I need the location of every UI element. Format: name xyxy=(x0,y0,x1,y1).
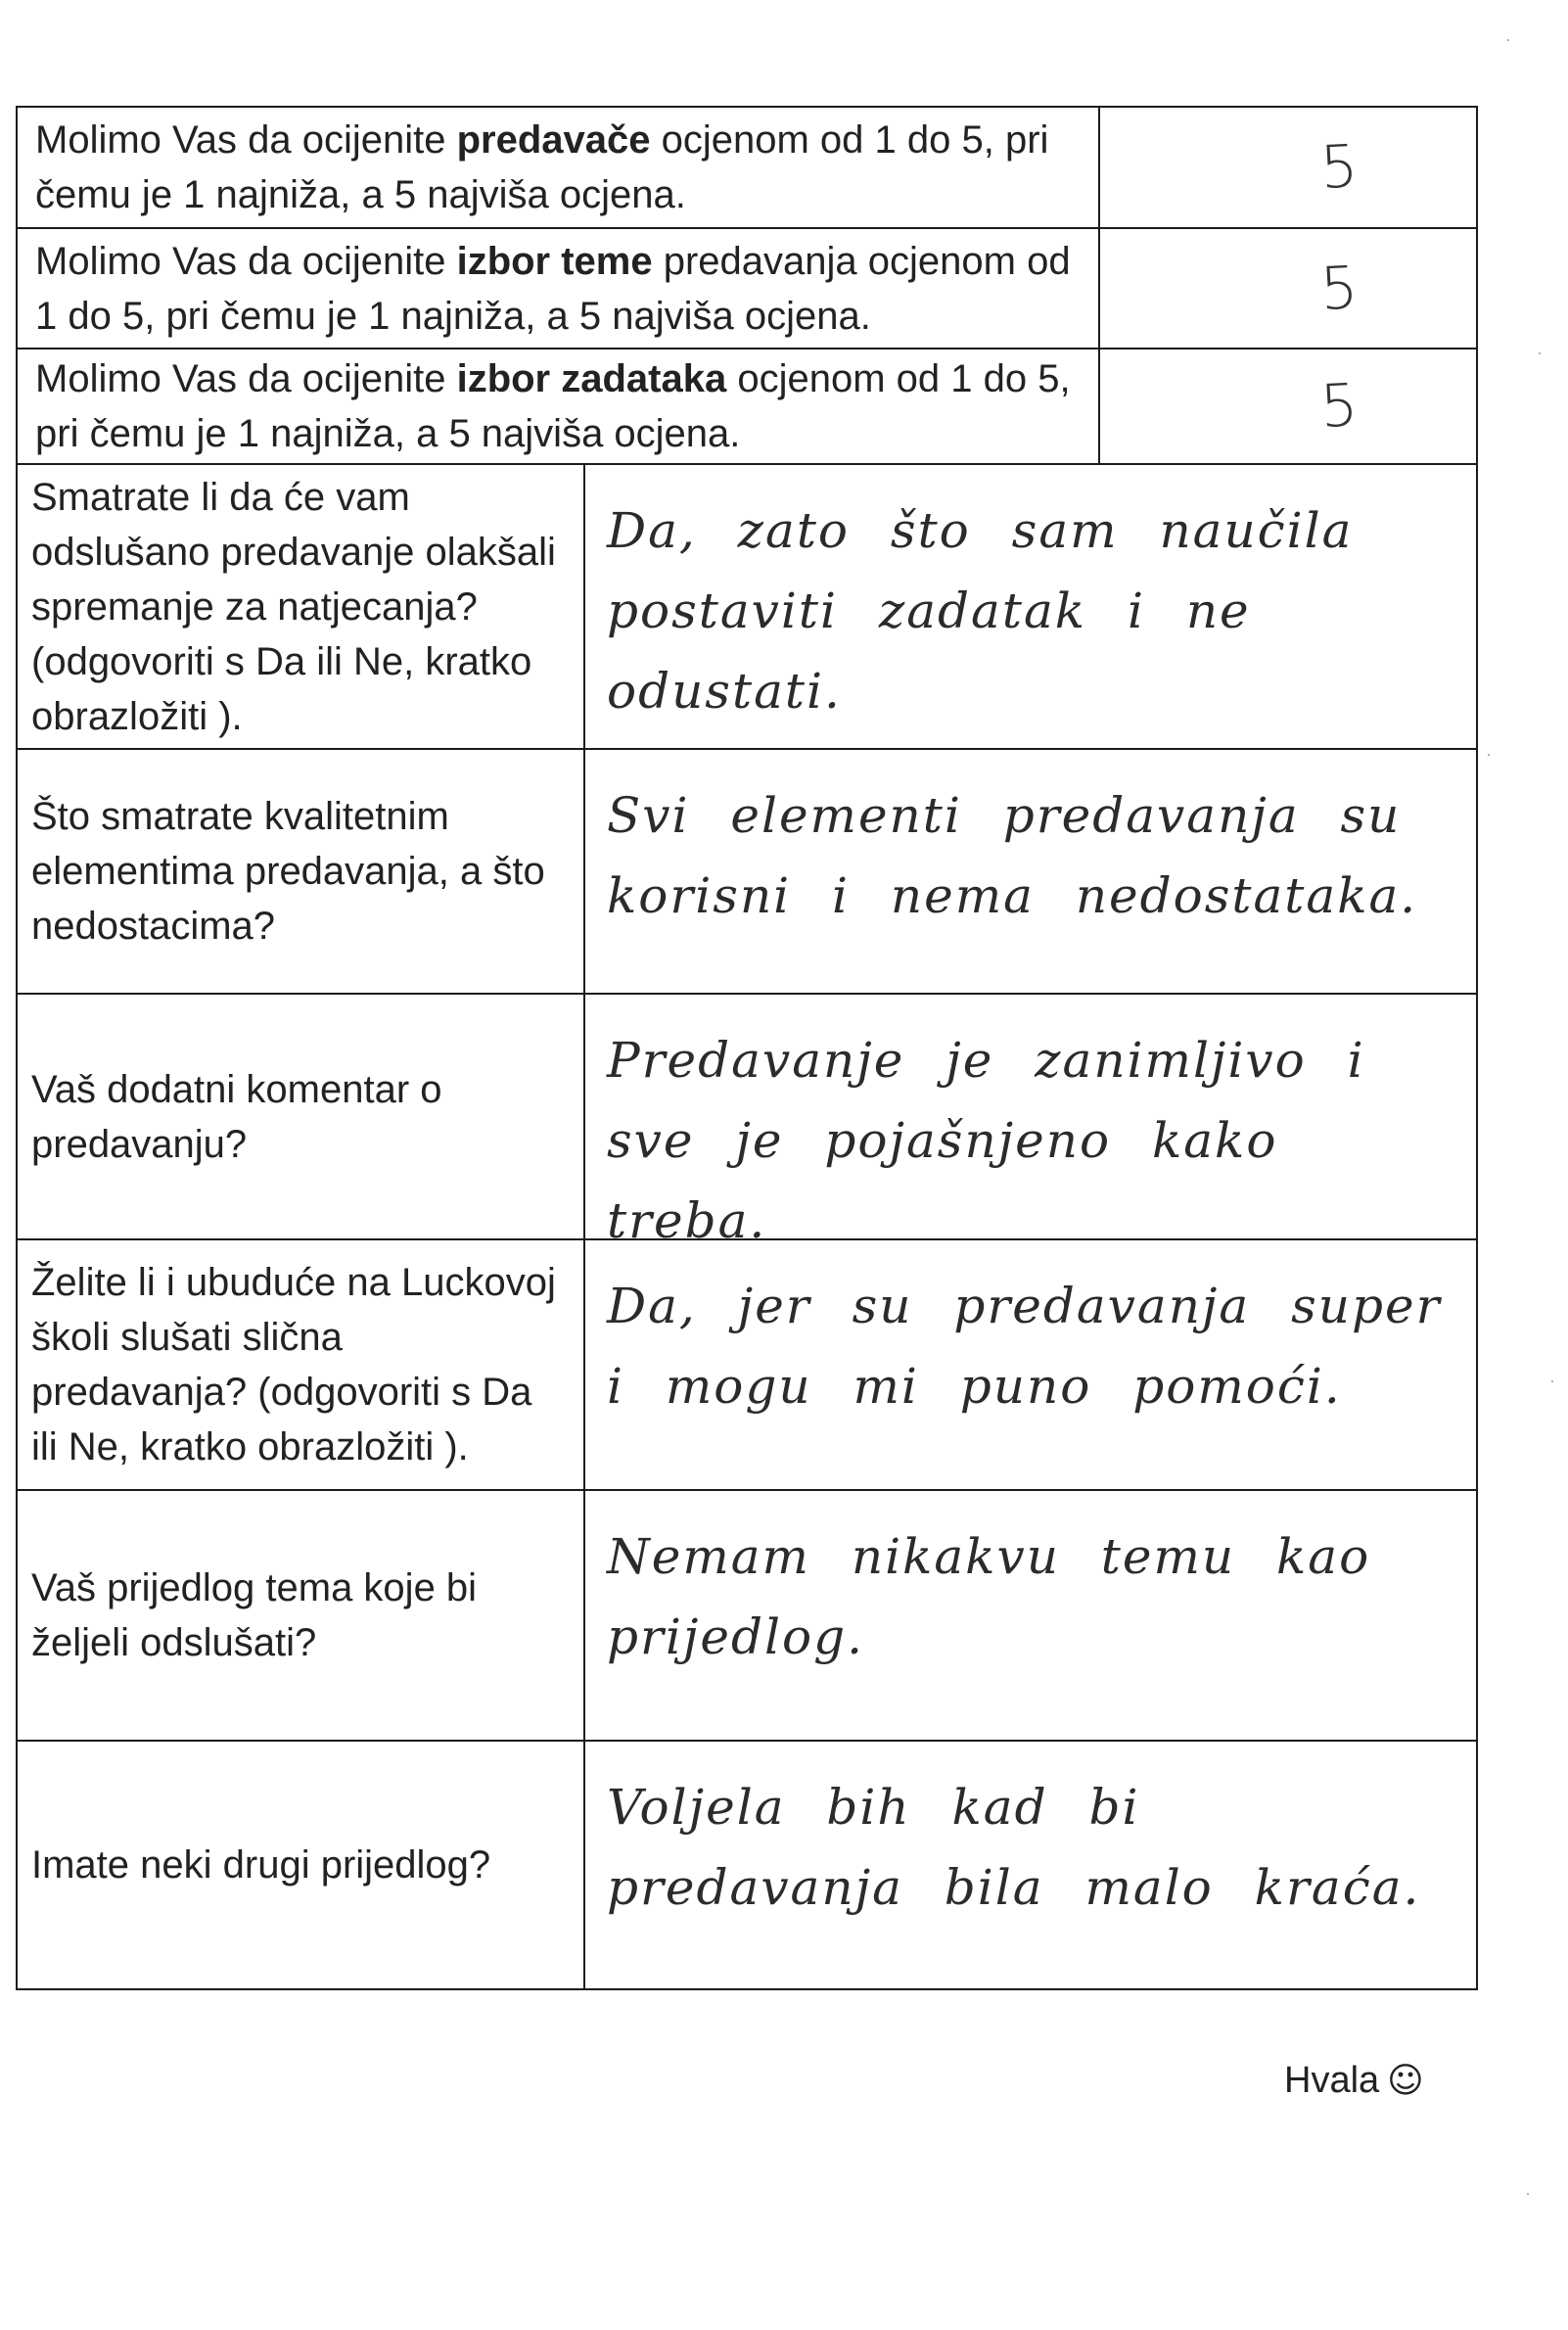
rating-answer-cell xyxy=(1100,229,1476,348)
smiley-icon: ☺ xyxy=(1387,2061,1424,2101)
open-answer-cell xyxy=(585,1491,1476,1740)
open-answer-cell xyxy=(585,750,1476,993)
handwritten-answer: Da, zato što sam naučila postaviti zadatak i ne odustati. xyxy=(607,502,1354,720)
thanks-note xyxy=(1284,2060,1424,2102)
open-question: Smatrate li da će vam odslušano predavanje olakšali spremanje za natjecanja? (odgovoriti s Da ili Ne, kratko obrazložiti ). xyxy=(18,465,585,748)
open-row-future-lectures xyxy=(16,1240,1478,1491)
open-row-competition-prep xyxy=(16,465,1478,750)
handwritten-answer: Svi elementi predavanja su korisni i nema nedostataka. xyxy=(607,787,1418,924)
rating-row-lecturers xyxy=(16,108,1478,229)
rating-answer-cell xyxy=(1100,108,1476,227)
rating-answer-cell xyxy=(1100,350,1476,463)
handwritten-answer: Voljela bih kad bi predavanja bila malo kraća. xyxy=(607,1779,1421,1916)
open-row-topic-suggestion xyxy=(16,1491,1478,1742)
rating-row-topic xyxy=(16,229,1478,350)
open-answer-cell xyxy=(585,465,1476,748)
open-question: Vaš dodatni komentar o predavanju? xyxy=(18,995,585,1238)
open-question: Što smatrate kvalitetnim elementima predavanja, a što nedostacima? xyxy=(18,750,585,993)
handwritten-answer: Predavanje je zanimljivo i sve je pojašnjeno kako treba. xyxy=(607,1032,1365,1249)
handwritten-rating: 5 xyxy=(1318,371,1360,442)
open-question: Vaš prijedlog tema koje bi željeli odslušati? xyxy=(18,1491,585,1740)
open-answer-cell xyxy=(585,1240,1476,1489)
open-row-other-suggestion xyxy=(16,1742,1478,1990)
rating-question: Molimo Vas da ocijenite izbor teme predavanja ocjenom od 1 do 5, pri čemu je 1 najniža, a 5 najviša ocjena. xyxy=(18,229,1100,348)
open-question: Imate neki drugi prijedlog? xyxy=(18,1742,585,1988)
handwritten-answer: Da, jer su predavanja super i mogu mi puno pomoći. xyxy=(607,1278,1442,1415)
rating-row-tasks xyxy=(16,350,1478,465)
handwritten-rating: 5 xyxy=(1318,132,1360,203)
open-row-extra-comment xyxy=(16,995,1478,1249)
thanks-text: Hvala xyxy=(1284,2060,1380,2101)
open-answer-cell xyxy=(585,995,1476,1249)
handwritten-rating: 5 xyxy=(1318,253,1360,324)
handwritten-answer: Nemam nikakvu temu kao prijedlog. xyxy=(607,1528,1371,1665)
feedback-table xyxy=(16,106,1478,1990)
rating-question: Molimo Vas da ocijenite predavače ocjenom od 1 do 5, pri čemu je 1 najniža, a 5 najviša ocjena. xyxy=(18,108,1100,227)
open-answer-cell xyxy=(585,1742,1476,1988)
open-question: Želite li i ubuduće na Luckovoj školi slušati slična predavanja? (odgovoriti s Da ili Ne, kratko obrazložiti ). xyxy=(18,1240,585,1489)
open-row-strengths-weaknesses xyxy=(16,750,1478,995)
rating-question: Molimo Vas da ocijenite izbor zadataka ocjenom od 1 do 5, pri čemu je 1 najniža, a 5 najviša ocjena. xyxy=(18,350,1100,463)
